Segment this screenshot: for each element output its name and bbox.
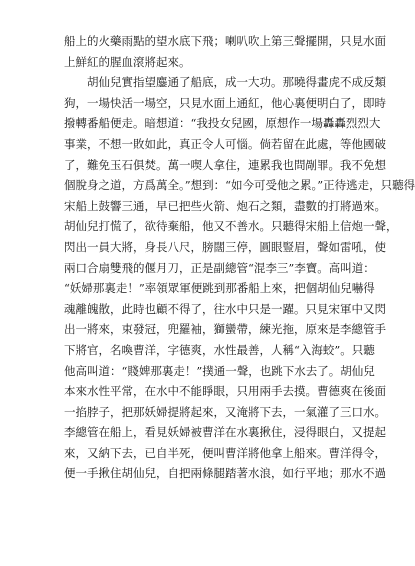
text-line: 本來水性平常，在水中不能睜眼，只用兩手去摸。曹德爽在後面 [64, 384, 386, 399]
text-line: 閃出一員大將，身長八尺，膀闊三停，圓眼豎眉，聲如雷吼，使 [64, 239, 386, 254]
text-line: 狗，一場快活一場空，只見水面上通紅，他心裏便明白了，即時 [64, 95, 386, 110]
text-line: 個脫身之道，方爲萬全。”想到：“如今可受他之累。”正待逃走，只聽得 [64, 178, 415, 193]
text-line: “妖婦那裏走！”率領眾軍便跳到那番船上來，把個胡仙兒嚇得 [64, 281, 375, 296]
text-line: 一掐脖子，把那妖婦提將起來，又淹將下去，一氣灌了三口水。 [64, 404, 386, 419]
text-line: 胡仙兒實指望鏖通了船底，成一大功。那曉得畫虎不成反類 [64, 75, 386, 90]
text-line: 下將官，名喚曹洋，字德爽，水性最善，人稱“入海蛟”。只聽 [64, 342, 375, 357]
text-line: 魂離魄散，此時也顧不得了，往水中只是一躍。只見宋軍中又閃 [64, 301, 386, 316]
text-line: 撥轉番船便走。暗想道：“我投女兒國，原想作一場轟轟烈烈大 [64, 116, 381, 131]
text-line: 船上的火藥雨點的望水底下飛；喇叭吹上第三聲擺開，只見水面 [64, 34, 386, 48]
body-text [64, 31, 415, 484]
text-line: 來，又納下去，已自半死，便叫曹洋將他拿上船來。曹洋得令， [64, 445, 386, 460]
text-line: 了，難免玉石俱焚。萬一喫人拿住，連累我也問剮罪。我不免想 [64, 157, 386, 172]
text-line: 上鮮紅的腥血滾將起來。 [64, 54, 191, 69]
text-line: 他高叫道：“賤婢那裏走！”撲通一聲，也跳下水去了。胡仙兒 [64, 363, 375, 378]
text-line: 宋船上鼓響三通，早已把些火箭、炮石之類，盡數的打將過來。 [64, 198, 386, 213]
text-line: 事業，不想一敗如此，真正令人可惱。倘若留在此處，等他國破 [64, 136, 386, 151]
text-line: 出一將來，束發冠，兜羅袖，獅蠻帶，練光拖，原來是李總管手 [64, 322, 386, 337]
text-line: 便一手揪住胡仙兒，自把兩條腿踏著水浪，如行平地；那水不過 [64, 466, 386, 481]
text-line: 兩口合扇雙飛的偃月刀，正是副總管“混李三”李寶。高叫道： [64, 260, 375, 275]
text-line: 李總管在船上，看見妖婦被曹洋在水裏揪住，浸得眼白，又提起 [64, 425, 386, 440]
text-line: 胡仙兒打慌了，欲待棄船，他又不善水。只聽得宋船上信炮一聲， [64, 219, 398, 234]
